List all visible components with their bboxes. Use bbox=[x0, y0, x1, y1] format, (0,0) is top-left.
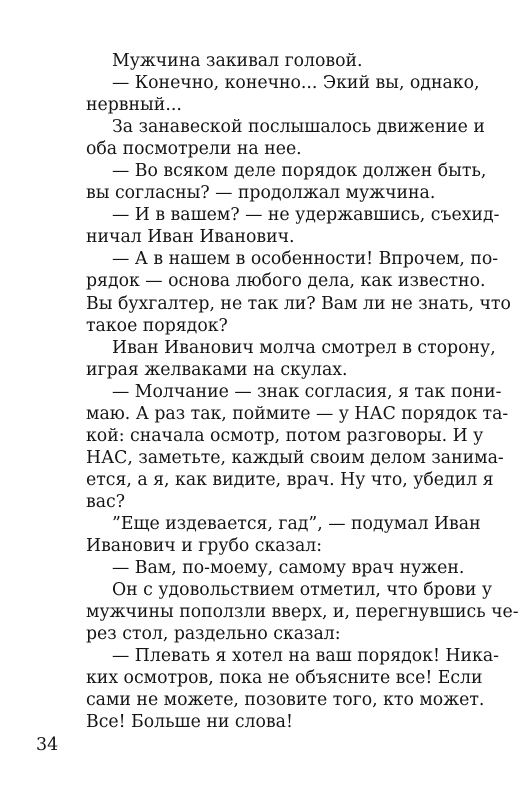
text-line: Все! Больше ни слова! bbox=[86, 712, 293, 733]
text-line: ничал Иван Иванович. bbox=[86, 227, 295, 248]
text-line: играя желваками на скулах. bbox=[86, 359, 348, 380]
text-line: ких осмотров, пока не объясните все! Если bbox=[86, 668, 483, 689]
text-line: — Молчание — знак согласия, я так пони- bbox=[112, 381, 502, 402]
text-line: Мужчина закивал головой. bbox=[112, 51, 363, 71]
text-line: ”Еще издевается, гад”, — подумал Иван bbox=[112, 513, 481, 534]
text-line: ется, а я, как видите, врач. Ну что, убедил я bbox=[86, 469, 494, 490]
text-line: Иван Иванович молча смотрел в сторону, bbox=[112, 337, 496, 358]
page-number: 34 bbox=[36, 735, 59, 755]
text-line: За занавеской послышалось движение и bbox=[112, 117, 485, 138]
text-line: — Вам, по-моему, самому врач нужен. bbox=[112, 558, 465, 579]
text-line: кой: сначала осмотр, потом разговоры. И у bbox=[86, 425, 484, 446]
text-line: такое порядок? bbox=[86, 315, 228, 336]
text-line: рядок — основа любого дела, как известно. bbox=[86, 271, 486, 292]
text-line: Вы бухгалтер, не так ли? Вам ли не знать, что bbox=[86, 293, 511, 314]
text-line: вас? bbox=[86, 491, 125, 512]
text-line: — Во всяком деле порядок должен быть, bbox=[112, 161, 487, 182]
text-line: — Плевать я хотел на ваш порядок! Ника- bbox=[112, 646, 499, 667]
body-text bbox=[86, 50, 519, 733]
text-line: Он с удовольствием отметил, что брови у bbox=[112, 580, 493, 601]
text-line: вы согласны? — продолжал мужчина. bbox=[86, 183, 436, 204]
text-line: — Конечно, конечно... Экий вы, однако, bbox=[112, 73, 480, 94]
text-line: Иванович и грубо сказал: bbox=[86, 536, 323, 557]
text-line: оба посмотрели на нее. bbox=[86, 139, 302, 160]
text-line: сами не можете, позовите того, кто может. bbox=[86, 690, 485, 711]
text-line: НАС, заметьте, каждый своим делом занима- bbox=[86, 447, 504, 468]
text-line: маю. А раз так, поймите — у НАС порядок та- bbox=[86, 403, 509, 424]
text-line: нервный... bbox=[86, 95, 182, 116]
text-line: — А в нашем в особенности! Впрочем, по- bbox=[112, 249, 499, 270]
text-line: мужчины поползли вверх, и, перегнувшись че- bbox=[86, 602, 519, 623]
text-line: рез стол, раздельно сказал: bbox=[86, 624, 341, 645]
text-line: — И в вашем? — не удержавшись, съехид- bbox=[112, 205, 500, 226]
